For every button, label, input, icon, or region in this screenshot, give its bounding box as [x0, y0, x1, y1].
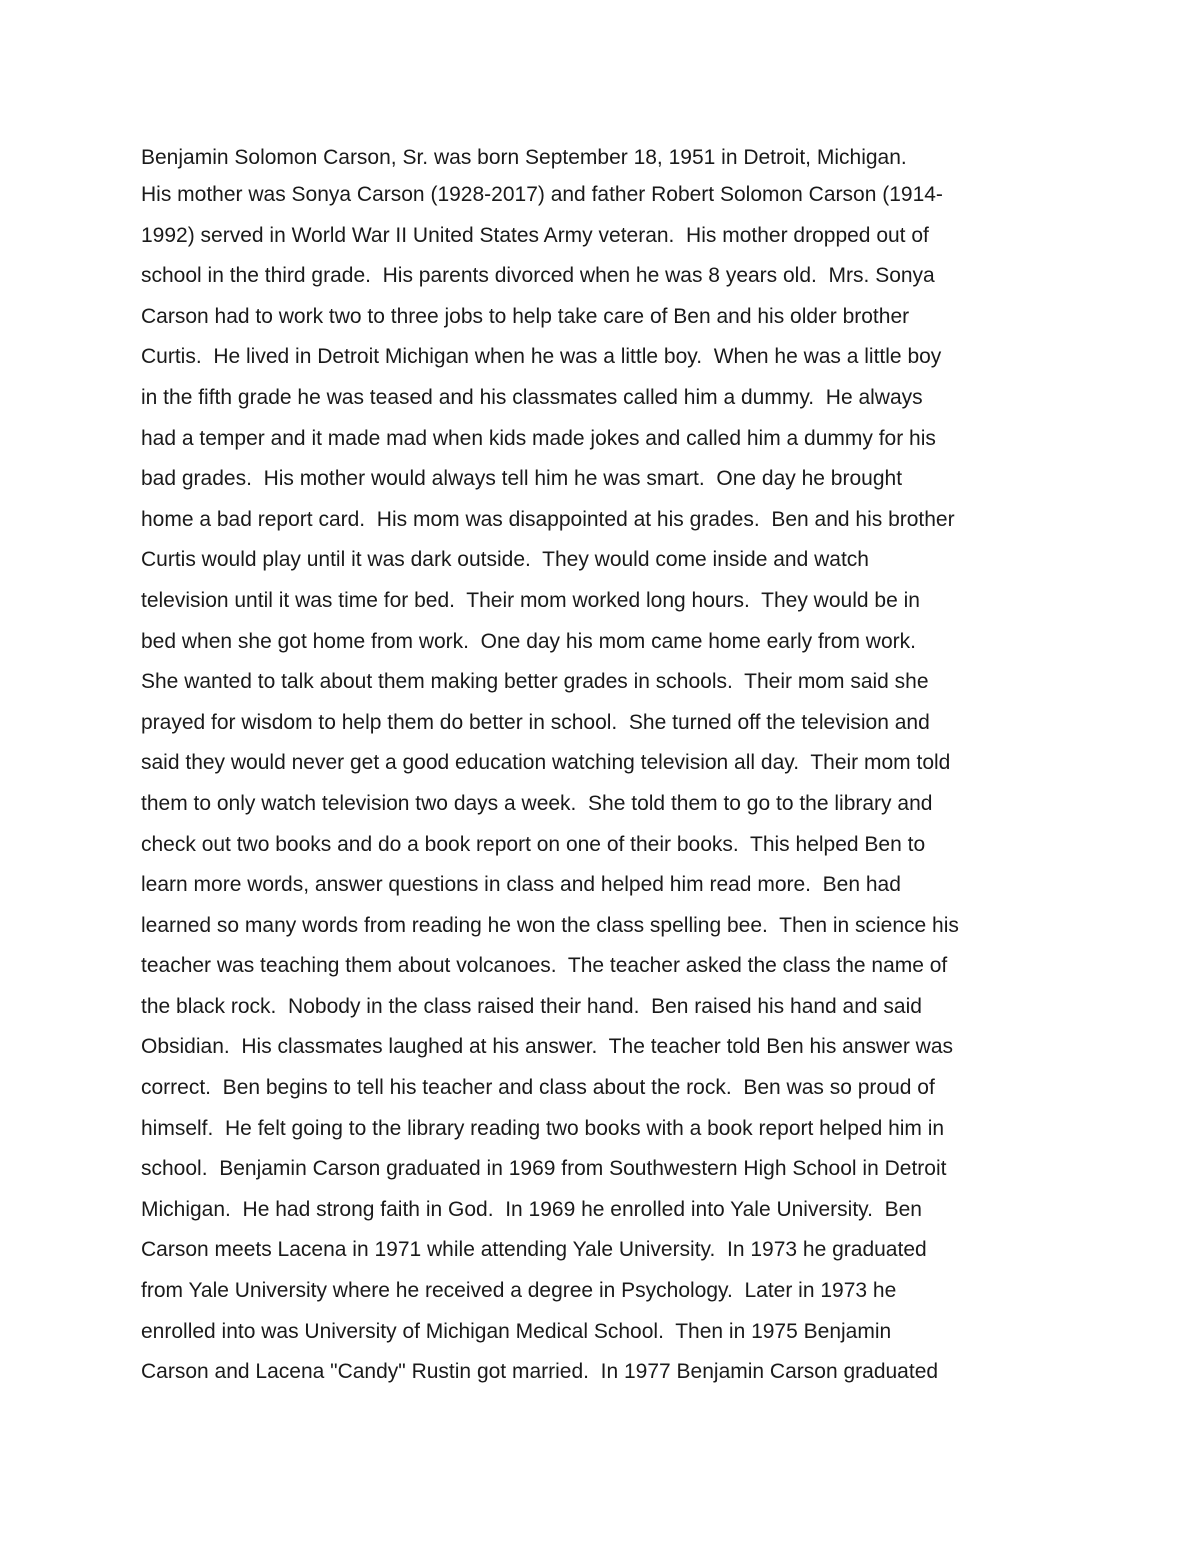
text-line: Benjamin Solomon Carson, Sr. was born September 18, 1951 in Detroit, Michigan. — [141, 146, 907, 169]
text-line: had a temper and it made mad when kids made jokes and called him a dummy for his — [141, 426, 936, 450]
text-line: Michigan. He had strong faith in God. In 1969 he enrolled into Yale University. Ben — [141, 1197, 922, 1221]
text-line: the black rock. Nobody in the class raised their hand. Ben raised his hand and said — [141, 994, 922, 1018]
text-line: Curtis would play until it was dark outside. They would come inside and watch — [141, 548, 869, 572]
text-line: bad grades. His mother would always tell him he was smart. One day he brought — [141, 467, 903, 491]
text-line: himself. He felt going to the library reading two books with a book report helped him in — [141, 1116, 945, 1140]
text-line: Curtis. He lived in Detroit Michigan when he was a little boy. When he was a little boy — [141, 345, 942, 369]
text-line: enrolled into was University of Michigan Medical School. Then in 1975 Benjamin — [141, 1319, 892, 1343]
text-line: Carson had to work two to three jobs to help take care of Ben and his older brother — [141, 304, 910, 328]
text-line: His mother was Sonya Carson (1928-2017) and father Robert Solomon Carson (1914- — [141, 183, 943, 206]
text-line: them to only watch television two days a week. She told them to go to the library and — [141, 791, 933, 815]
text-line: home a bad report card. His mom was disappointed at his grades. Ben and his brother — [141, 507, 955, 531]
text-line: learned so many words from reading he won the class spelling bee. Then in science his — [141, 913, 959, 937]
text-line: said they would never get a good education watching television all day. Their mom told — [141, 751, 951, 775]
text-line: in the fifth grade he was teased and his classmates called him a dummy. He always — [141, 385, 923, 409]
text-line: television until it was time for bed. Their mom worked long hours. They would be in — [141, 588, 920, 612]
text-line: learn more words, answer questions in class and helped him read more. Ben had — [141, 873, 901, 897]
text-line: Carson meets Lacena in 1971 while attending Yale University. In 1973 he graduated — [141, 1238, 927, 1262]
text-line: Carson and Lacena "Candy" Rustin got married. In 1977 Benjamin Carson graduated — [141, 1360, 939, 1384]
text-line: check out two books and do a book report on one of their books. This helped Ben to — [141, 832, 926, 856]
text-line: She wanted to talk about them making better grades in schools. Their mom said she — [141, 670, 929, 694]
body-text — [141, 141, 1071, 1393]
text-line: school. Benjamin Carson graduated in 1969 from Southwestern High School in Detroit — [141, 1157, 947, 1181]
text-line: from Yale University where he received a degree in Psychology. Later in 1973 he — [141, 1279, 897, 1303]
text-line: correct. Ben begins to tell his teacher and class about the rock. Ben was so proud of — [141, 1076, 935, 1100]
text-line: teacher was teaching them about volcanoes. The teacher asked the class the name of — [141, 954, 948, 978]
text-line: 1992) served in World War II United States Army veteran. His mother dropped out of — [141, 223, 929, 247]
text-line: school in the third grade. His parents divorced when he was 8 years old. Mrs. Sonya — [141, 264, 935, 288]
text-line: bed when she got home from work. One day his mom came home early from work. — [141, 629, 916, 653]
text-line: Obsidian. His classmates laughed at his answer. The teacher told Ben his answer was — [141, 1035, 954, 1059]
text-line: prayed for wisdom to help them do better in school. She turned off the television and — [141, 710, 930, 734]
